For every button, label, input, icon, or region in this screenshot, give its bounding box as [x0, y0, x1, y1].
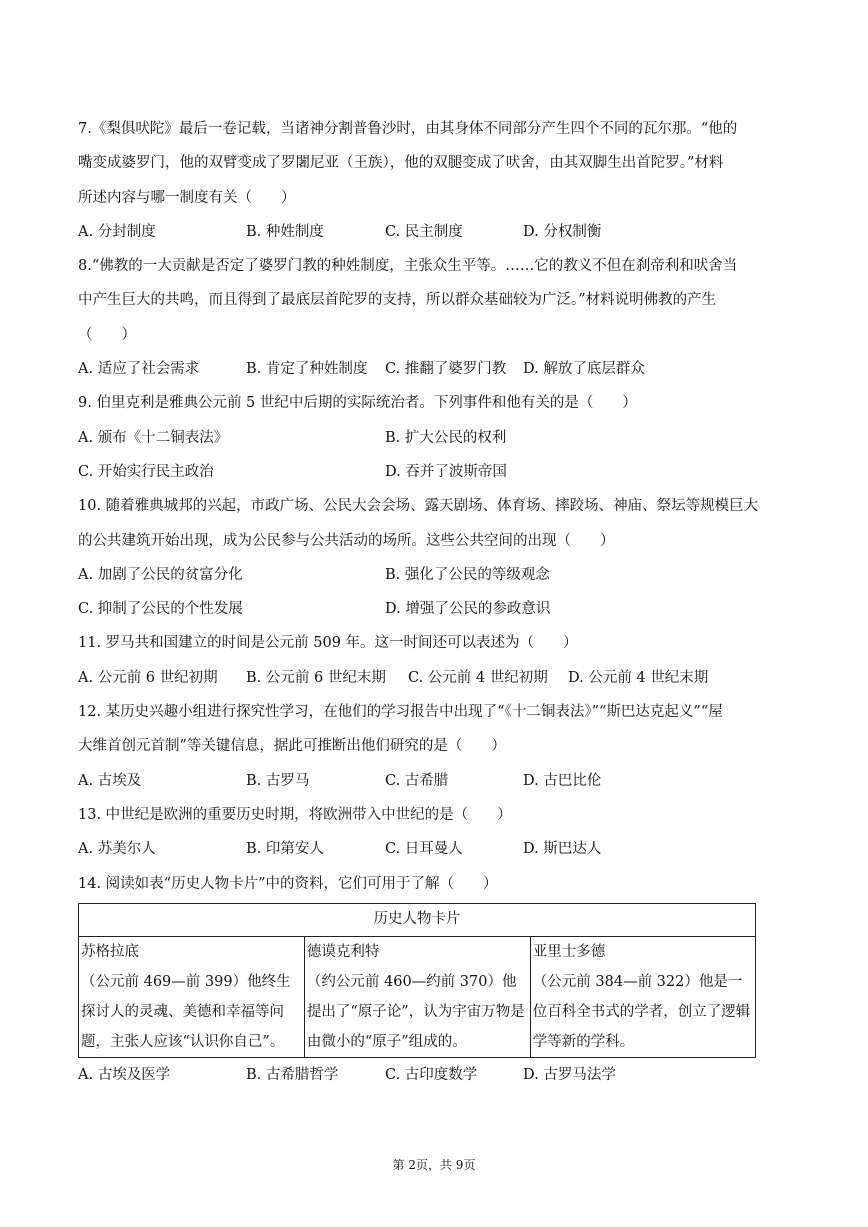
options-row	[78, 592, 790, 626]
question-text: 9. 伯里克利是雅典公元前 5 世纪中后期的实际统治者。下列事件和他有关的是（ ）	[78, 395, 637, 412]
question-10	[78, 489, 790, 626]
question-12	[78, 695, 790, 798]
option-a: A. 古埃及医学	[78, 1066, 171, 1083]
options-row	[78, 455, 790, 489]
option-c: C. 抑制了公民的个性发展	[78, 601, 243, 618]
option-b: B. 种姓制度	[246, 223, 324, 240]
question-text: 嘴变成婆罗门，他的双臂变成了罗闍尼亚（王族），他的双腿变成了吠舍，由其双脚生出首陀罗。”材料	[78, 155, 724, 172]
question-11	[78, 626, 790, 695]
question-13	[78, 798, 790, 867]
question-text: 11. 罗马共和国建立的时间是公元前 509 年。这一时间还可以表述为（ ）	[78, 635, 578, 652]
option-c: C. 公元前 4 世纪初期	[408, 669, 548, 686]
option-b: B. 古罗马	[246, 772, 310, 789]
question-text: 所述内容与哪一制度有关（ ）	[78, 189, 296, 206]
option-c: C. 古希腊	[385, 772, 449, 789]
question-text: （ ）	[78, 326, 136, 343]
question-text: 7.《梨俱吠陀》最后一卷记载，当诸神分割普鲁沙时，由其身体不同部分产生四个不同的瓦尔那。“他的	[78, 121, 738, 137]
option-b: B. 强化了公民的等级观念	[385, 566, 550, 583]
option-d: D. 增强了公民的参政意识	[385, 601, 551, 618]
option-c: C. 民主制度	[385, 223, 463, 240]
option-d: D. 公元前 4 世纪末期	[568, 669, 709, 686]
page-number: 第 2页，共 9页	[392, 1158, 476, 1172]
options-row	[78, 764, 790, 798]
question-text: 10. 随着雅典城邦的兴起，市政广场、公民大会会场、露天剧场、体育场、摔跤场、神庙、祭坛等规模巨大	[78, 498, 759, 515]
option-a: A. 颁布《十二铜表法》	[78, 429, 229, 446]
option-b: B. 古希腊哲学	[246, 1066, 339, 1083]
option-a: A. 分封制度	[78, 223, 156, 240]
option-a: A. 苏美尔人	[78, 841, 156, 858]
options-row	[78, 661, 790, 695]
question-text: 8.“佛教的一大贡献是否定了婆罗门教的种姓制度，主张众生平等。……它的教义不但在刹帝利和吠舍当	[78, 258, 738, 275]
option-b: B. 肯定了种姓制度	[246, 361, 368, 378]
figure-name: 亚里士多德	[532, 943, 606, 960]
option-b: B. 扩大公民的权利	[385, 429, 507, 446]
option-c: C. 开始实行民主政治	[78, 463, 214, 480]
options-row	[78, 1058, 790, 1092]
option-b: B. 印第安人	[246, 841, 324, 858]
options-row	[78, 421, 790, 455]
option-c: C. 古印度数学	[385, 1066, 478, 1083]
question-9	[78, 386, 790, 489]
options-row	[78, 352, 790, 386]
option-d: D. 分权制衡	[523, 223, 602, 240]
option-d: D. 古罗马法学	[523, 1066, 616, 1083]
figure-name: 德谟克利特	[306, 943, 380, 960]
question-7	[78, 112, 790, 249]
option-a: A. 古埃及	[78, 772, 142, 789]
options-row	[78, 832, 790, 866]
option-d: D. 解放了底层群众	[523, 361, 645, 378]
option-a: A. 加剧了公民的贫富分化	[78, 566, 243, 583]
option-d: D. 吞并了波斯帝国	[385, 463, 507, 480]
question-text: 14. 阅读如表“历史人物卡片”中的资料，它们可用于了解（ ）	[78, 875, 498, 892]
option-a: A. 公元前 6 世纪初期	[78, 669, 218, 686]
options-row	[78, 215, 790, 249]
question-text: 13. 中世纪是欧洲的重要历史时期，将欧洲带入中世纪的是（ ）	[78, 806, 512, 823]
figure-name: 苏格拉底	[81, 943, 139, 960]
card-cell-socrates	[79, 936, 305, 1057]
historical-figure-card-table	[78, 903, 756, 1058]
question-text: 的公共建筑开始出现，成为公民参与公共活动的场所。这些公共空间的出现（ ）	[78, 532, 615, 549]
card-cell-aristotle	[530, 936, 755, 1057]
option-d: D. 斯巴达人	[523, 841, 602, 858]
question-list	[78, 112, 790, 1092]
card-title: 历史人物卡片	[79, 903, 756, 936]
options-row	[78, 558, 790, 592]
option-b: B. 公元前 6 世纪末期	[246, 669, 386, 686]
figure-description: （公元前 384—前 322）他是一位百科全书式的学者，创立了逻辑学等新的学科。	[532, 973, 751, 1050]
figure-description: （公元前 469—前 399）他终生探讨人的灵魂、美德和幸福等问题，主张人应该“认识你自己”。	[81, 973, 291, 1050]
question-text: 12. 某历史兴趣小组进行探究性学习，在他们的学习报告中出现了“《十二铜表法》”“斯巴达克起义”“屋	[78, 704, 723, 721]
option-c: C. 日耳曼人	[385, 841, 463, 858]
option-c: C. 推翻了婆罗门教	[385, 361, 507, 378]
question-8	[78, 249, 790, 386]
question-text: 中产生巨大的共鸣，而且得到了最底层首陀罗的支持，所以群众基础较为广泛。”材料说明佛教的产生	[78, 292, 717, 309]
figure-description: （约公元前 460—约前 370）他提出了“原子论”，认为宇宙万物是由微小的“原子”组成的。	[306, 973, 525, 1050]
option-a: A. 适应了社会需求	[78, 361, 200, 378]
card-cell-democritus	[304, 936, 530, 1057]
option-d: D. 古巴比伦	[523, 772, 602, 789]
question-text: 大维首创元首制”等关键信息，据此可推断出他们研究的是（ ）	[78, 738, 506, 755]
question-14	[78, 867, 790, 1093]
